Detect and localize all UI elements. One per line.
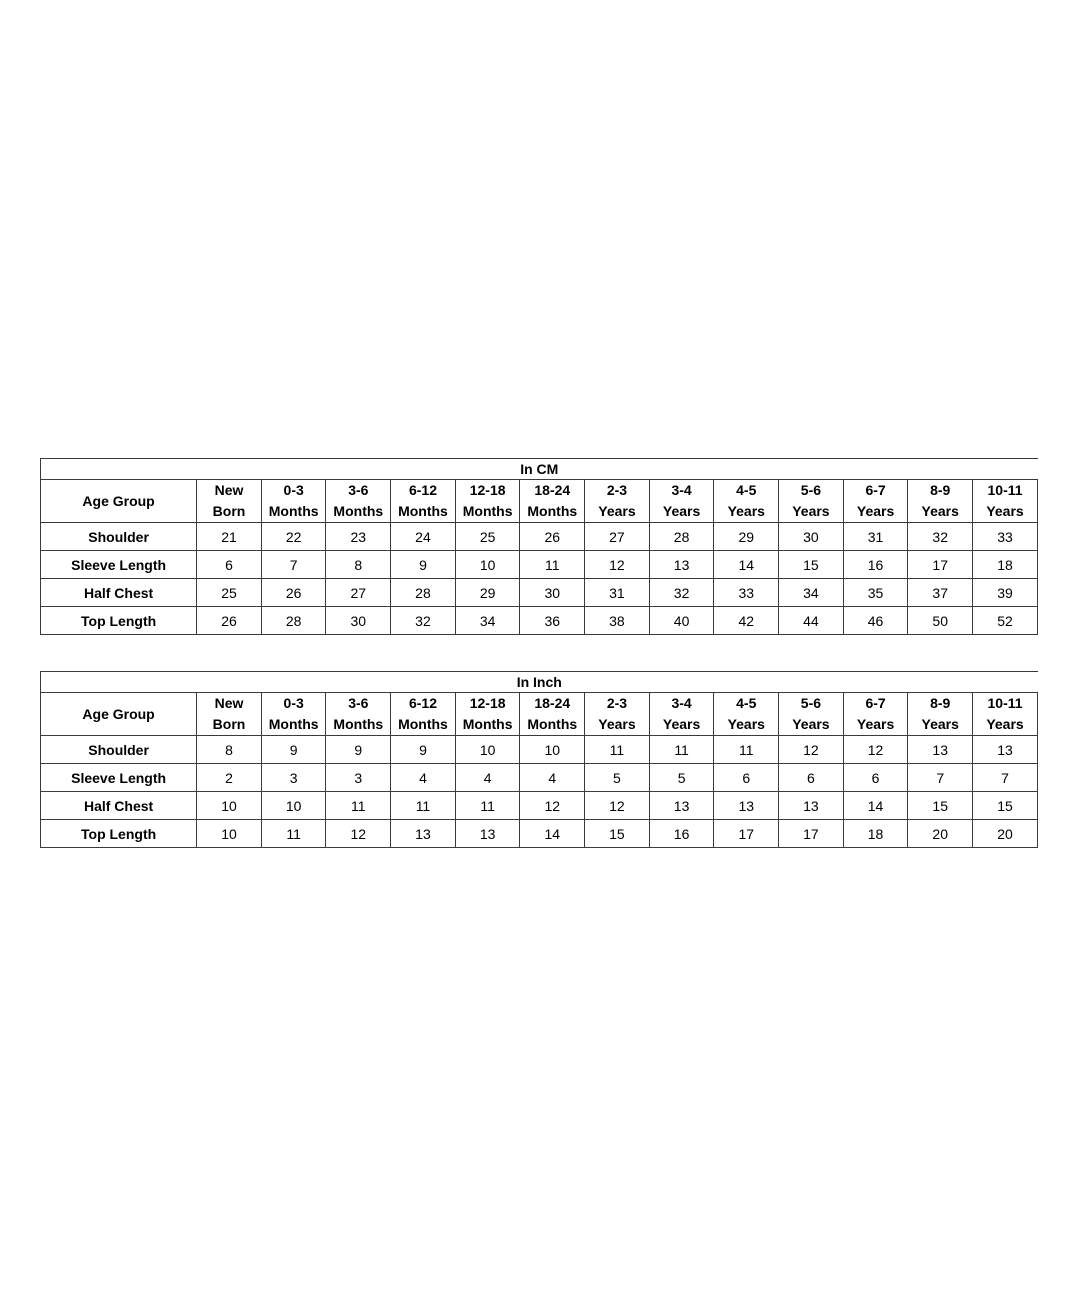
age-column-header bbox=[197, 480, 262, 523]
row-label: Half Chest bbox=[41, 792, 197, 820]
age-group-header: Age Group bbox=[41, 480, 197, 523]
measurement-cell: 17 bbox=[908, 551, 973, 579]
measurement-cell: 9 bbox=[326, 736, 391, 764]
row-label: Top Length bbox=[41, 820, 197, 848]
age-column-header bbox=[714, 693, 779, 736]
age-column-header-line: Years bbox=[727, 503, 765, 519]
measurement-cell: 31 bbox=[843, 523, 908, 551]
measurement-cell: 10 bbox=[455, 736, 520, 764]
age-column-header-line: 2-3 bbox=[606, 695, 628, 711]
age-column-header bbox=[261, 480, 326, 523]
header-row bbox=[41, 693, 1038, 736]
measurement-cell: 15 bbox=[973, 792, 1038, 820]
measurement-cell: 6 bbox=[779, 764, 844, 792]
measurement-cell: 26 bbox=[520, 523, 585, 551]
age-column-header-line: 5-6 bbox=[800, 695, 822, 711]
measurement-cell: 13 bbox=[391, 820, 456, 848]
measurement-cell: 25 bbox=[197, 579, 262, 607]
table-row bbox=[41, 523, 1038, 551]
measurement-cell: 27 bbox=[326, 579, 391, 607]
age-column-header-line: Months bbox=[268, 503, 319, 519]
age-column-header bbox=[455, 480, 520, 523]
age-column-header-line: 5-6 bbox=[800, 482, 822, 498]
measurement-cell: 12 bbox=[326, 820, 391, 848]
measurement-cell: 33 bbox=[973, 523, 1038, 551]
age-column-header bbox=[779, 693, 844, 736]
measurement-cell: 11 bbox=[326, 792, 391, 820]
age-column-header bbox=[843, 693, 908, 736]
measurement-cell: 13 bbox=[649, 551, 714, 579]
age-column-header bbox=[585, 480, 650, 523]
measurement-cell: 9 bbox=[261, 736, 326, 764]
age-column-header-line: Born bbox=[212, 503, 246, 519]
measurement-cell: 4 bbox=[391, 764, 456, 792]
measurement-cell: 11 bbox=[585, 736, 650, 764]
measurement-cell: 2 bbox=[197, 764, 262, 792]
age-column-header bbox=[843, 480, 908, 523]
measurement-cell: 12 bbox=[585, 551, 650, 579]
measurement-cell: 7 bbox=[973, 764, 1038, 792]
age-column-header-line: 8-9 bbox=[930, 482, 951, 498]
measurement-cell: 22 bbox=[261, 523, 326, 551]
measurement-cell: 29 bbox=[714, 523, 779, 551]
age-column-header-line: 3-6 bbox=[348, 482, 369, 498]
measurement-cell: 23 bbox=[326, 523, 391, 551]
measurement-cell: 16 bbox=[649, 820, 714, 848]
age-column-header bbox=[520, 480, 585, 523]
age-column-header bbox=[326, 693, 391, 736]
measurement-cell: 10 bbox=[197, 820, 262, 848]
measurement-cell: 4 bbox=[455, 764, 520, 792]
measurement-cell: 34 bbox=[455, 607, 520, 635]
measurement-cell: 34 bbox=[779, 579, 844, 607]
row-label: Shoulder bbox=[41, 523, 197, 551]
age-column-header bbox=[714, 480, 779, 523]
age-column-header-line: Months bbox=[398, 716, 448, 732]
age-column-header-line: 0-3 bbox=[283, 482, 304, 498]
age-column-header-line: Months bbox=[462, 716, 513, 732]
age-column-header-line: Years bbox=[598, 503, 636, 519]
age-group-header: Age Group bbox=[41, 693, 197, 736]
table-body bbox=[41, 736, 1038, 848]
age-column-header-line: Months bbox=[333, 716, 384, 732]
measurement-cell: 10 bbox=[261, 792, 326, 820]
age-column-header bbox=[973, 693, 1038, 736]
measurement-cell: 24 bbox=[391, 523, 456, 551]
age-column-header-line: 6-12 bbox=[408, 695, 437, 711]
age-column-header bbox=[908, 480, 973, 523]
measurement-cell: 46 bbox=[843, 607, 908, 635]
measurement-cell: 33 bbox=[714, 579, 779, 607]
measurement-cell: 7 bbox=[908, 764, 973, 792]
measurement-cell: 15 bbox=[585, 820, 650, 848]
age-column-header-line: Months bbox=[268, 716, 319, 732]
row-label: Sleeve Length bbox=[41, 551, 197, 579]
measurement-cell: 50 bbox=[908, 607, 973, 635]
measurement-cell: 28 bbox=[391, 579, 456, 607]
measurement-cell: 32 bbox=[649, 579, 714, 607]
age-column-header-line: Years bbox=[921, 716, 959, 732]
measurement-cell: 11 bbox=[649, 736, 714, 764]
measurement-cell: 39 bbox=[973, 579, 1038, 607]
table-title: In CM bbox=[41, 459, 1038, 480]
table-row bbox=[41, 607, 1038, 635]
measurement-cell: 40 bbox=[649, 607, 714, 635]
age-column-header-line: 18-24 bbox=[534, 482, 571, 498]
table-body bbox=[41, 523, 1038, 635]
age-column-header-line: 6-12 bbox=[408, 482, 437, 498]
age-column-header-line: Years bbox=[598, 716, 636, 732]
measurement-cell: 28 bbox=[261, 607, 326, 635]
measurement-cell: 30 bbox=[520, 579, 585, 607]
age-column-header-line: New bbox=[214, 482, 244, 498]
measurement-cell: 11 bbox=[714, 736, 779, 764]
age-column-header-line: New bbox=[214, 695, 244, 711]
measurement-cell: 6 bbox=[843, 764, 908, 792]
table-row bbox=[41, 736, 1038, 764]
measurement-cell: 8 bbox=[197, 736, 262, 764]
measurement-cell: 18 bbox=[973, 551, 1038, 579]
measurement-cell: 38 bbox=[585, 607, 650, 635]
age-column-header-line: 6-7 bbox=[865, 695, 886, 711]
measurement-cell: 31 bbox=[585, 579, 650, 607]
age-column-header-line: 3-6 bbox=[348, 695, 369, 711]
age-column-header-line: Years bbox=[986, 503, 1024, 519]
age-column-header-line: 2-3 bbox=[606, 482, 628, 498]
age-column-header-line: Months bbox=[527, 503, 578, 519]
measurement-cell: 36 bbox=[520, 607, 585, 635]
age-column-header-line: Months bbox=[527, 716, 578, 732]
age-column-header-line: 12-18 bbox=[469, 695, 506, 711]
measurement-cell: 9 bbox=[391, 551, 456, 579]
age-column-header bbox=[973, 480, 1038, 523]
measurement-cell: 4 bbox=[520, 764, 585, 792]
age-column-header-line: Months bbox=[333, 503, 384, 519]
measurement-cell: 11 bbox=[520, 551, 585, 579]
table-title: In Inch bbox=[41, 672, 1038, 693]
table-row bbox=[41, 820, 1038, 848]
measurement-cell: 13 bbox=[973, 736, 1038, 764]
measurement-cell: 12 bbox=[585, 792, 650, 820]
age-column-header-line: Months bbox=[398, 503, 448, 519]
measurement-cell: 9 bbox=[391, 736, 456, 764]
measurement-cell: 13 bbox=[908, 736, 973, 764]
measurement-cell: 14 bbox=[520, 820, 585, 848]
measurement-cell: 13 bbox=[649, 792, 714, 820]
measurement-cell: 3 bbox=[261, 764, 326, 792]
measurement-cell: 6 bbox=[197, 551, 262, 579]
measurement-cell: 28 bbox=[649, 523, 714, 551]
measurement-cell: 14 bbox=[843, 792, 908, 820]
measurement-cell: 35 bbox=[843, 579, 908, 607]
size-chart-inch-table bbox=[40, 671, 1038, 848]
measurement-cell: 10 bbox=[197, 792, 262, 820]
measurement-cell: 17 bbox=[714, 820, 779, 848]
age-column-header-line: 18-24 bbox=[534, 695, 571, 711]
measurement-cell: 37 bbox=[908, 579, 973, 607]
age-column-header bbox=[649, 480, 714, 523]
measurement-cell: 15 bbox=[779, 551, 844, 579]
header-row bbox=[41, 480, 1038, 523]
measurement-cell: 27 bbox=[585, 523, 650, 551]
age-column-header-line: Years bbox=[662, 716, 701, 732]
age-column-header-line: 10-11 bbox=[987, 695, 1023, 711]
age-column-header bbox=[779, 480, 844, 523]
age-column-header-line: 8-9 bbox=[930, 695, 951, 711]
age-column-header-line: 3-4 bbox=[671, 482, 692, 498]
measurement-cell: 12 bbox=[843, 736, 908, 764]
measurement-cell: 12 bbox=[779, 736, 844, 764]
measurement-cell: 26 bbox=[197, 607, 262, 635]
age-column-header-line: Years bbox=[856, 503, 895, 519]
measurement-cell: 29 bbox=[455, 579, 520, 607]
measurement-cell: 20 bbox=[973, 820, 1038, 848]
measurement-cell: 8 bbox=[326, 551, 391, 579]
age-column-header-line: Born bbox=[212, 716, 246, 732]
measurement-cell: 6 bbox=[714, 764, 779, 792]
row-label: Top Length bbox=[41, 607, 197, 635]
age-column-header-line: 6-7 bbox=[865, 482, 886, 498]
age-column-header-line: Years bbox=[727, 716, 765, 732]
measurement-cell: 25 bbox=[455, 523, 520, 551]
measurement-cell: 10 bbox=[455, 551, 520, 579]
age-column-header-line: 4-5 bbox=[736, 482, 757, 498]
measurement-cell: 11 bbox=[391, 792, 456, 820]
measurement-cell: 16 bbox=[843, 551, 908, 579]
age-column-header-line: 4-5 bbox=[736, 695, 757, 711]
measurement-cell: 7 bbox=[261, 551, 326, 579]
measurement-cell: 52 bbox=[973, 607, 1038, 635]
age-column-header-line: Months bbox=[462, 503, 513, 519]
measurement-cell: 11 bbox=[261, 820, 326, 848]
row-label: Shoulder bbox=[41, 736, 197, 764]
age-column-header-line: 10-11 bbox=[987, 482, 1023, 498]
measurement-cell: 17 bbox=[779, 820, 844, 848]
measurement-cell: 13 bbox=[779, 792, 844, 820]
age-column-header bbox=[649, 693, 714, 736]
age-column-header-line: Years bbox=[662, 503, 701, 519]
measurement-cell: 13 bbox=[455, 820, 520, 848]
age-column-header bbox=[391, 693, 456, 736]
age-column-header-line: Years bbox=[986, 716, 1024, 732]
measurement-cell: 20 bbox=[908, 820, 973, 848]
age-column-header bbox=[391, 480, 456, 523]
size-chart-cm-table bbox=[40, 458, 1038, 635]
age-column-header-line: 0-3 bbox=[283, 695, 304, 711]
age-column-header bbox=[197, 693, 262, 736]
measurement-cell: 11 bbox=[455, 792, 520, 820]
age-column-header-line: Years bbox=[792, 503, 830, 519]
age-column-header bbox=[908, 693, 973, 736]
measurement-cell: 14 bbox=[714, 551, 779, 579]
age-column-header-line: 3-4 bbox=[671, 695, 692, 711]
measurement-cell: 3 bbox=[326, 764, 391, 792]
measurement-cell: 5 bbox=[585, 764, 650, 792]
measurement-cell: 5 bbox=[649, 764, 714, 792]
measurement-cell: 32 bbox=[908, 523, 973, 551]
age-column-header-line: Years bbox=[792, 716, 830, 732]
row-label: Sleeve Length bbox=[41, 764, 197, 792]
measurement-cell: 18 bbox=[843, 820, 908, 848]
age-column-header bbox=[585, 693, 650, 736]
measurement-cell: 10 bbox=[520, 736, 585, 764]
measurement-cell: 30 bbox=[326, 607, 391, 635]
measurement-cell: 12 bbox=[520, 792, 585, 820]
age-column-header bbox=[455, 693, 520, 736]
table-row bbox=[41, 792, 1038, 820]
measurement-cell: 44 bbox=[779, 607, 844, 635]
row-label: Half Chest bbox=[41, 579, 197, 607]
age-column-header bbox=[261, 693, 326, 736]
measurement-cell: 42 bbox=[714, 607, 779, 635]
table-row bbox=[41, 764, 1038, 792]
measurement-cell: 13 bbox=[714, 792, 779, 820]
measurement-cell: 21 bbox=[197, 523, 262, 551]
table-row bbox=[41, 551, 1038, 579]
measurement-cell: 26 bbox=[261, 579, 326, 607]
age-column-header-line: Years bbox=[856, 716, 895, 732]
measurement-cell: 15 bbox=[908, 792, 973, 820]
measurement-cell: 32 bbox=[391, 607, 456, 635]
table-row bbox=[41, 579, 1038, 607]
age-column-header-line: Years bbox=[921, 503, 959, 519]
age-column-header bbox=[326, 480, 391, 523]
age-column-header-line: 12-18 bbox=[469, 482, 506, 498]
measurement-cell: 30 bbox=[779, 523, 844, 551]
age-column-header bbox=[520, 693, 585, 736]
